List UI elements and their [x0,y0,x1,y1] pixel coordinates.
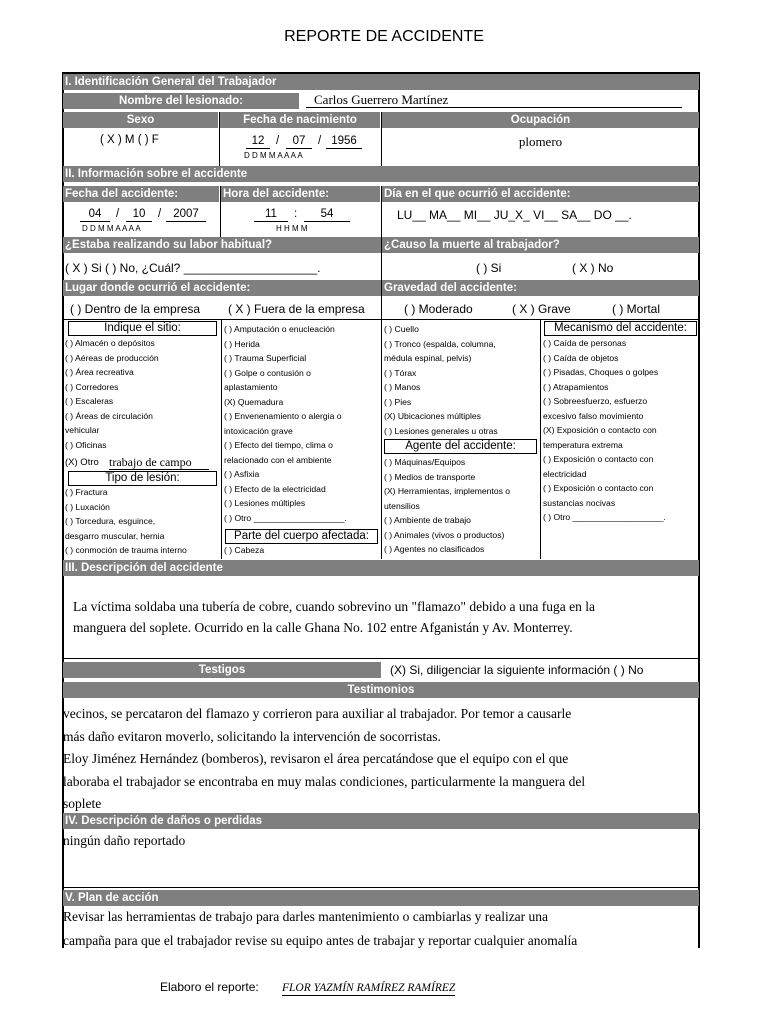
testimony-line: más daño evitaron moverlo, solicitando la intervención de socorristas. [63,728,441,744]
description-line-1: La víctima soldaba una tubería de cobre, cuando sobrevino un "flamazo" debido a una fuga en la [73,599,595,614]
mechanism-list [543,336,666,525]
acc-year: 2007 [166,207,206,222]
hour-legend: H H M M [276,224,308,233]
footer-label: Elaboro el reporte: [160,980,259,994]
witnesses-value: (X) Si, diligenciar la siguiente información ( ) No [390,663,644,677]
birth-day: 12 [246,134,270,149]
severity-label: Gravedad del accidente: [382,280,699,296]
name-value: Carlos Guerrero Martínez [306,93,682,108]
mechanism-item: ( ) Exposición o contacto con [543,454,654,464]
mechanism-item: excesivo falso movimiento [543,410,644,421]
mechanism-item: ( ) Atrapamientos [543,381,609,392]
agent-list [384,455,510,557]
testimony-line: soplete [63,796,102,811]
lesion-list-b [224,322,347,525]
sex-value: ( X ) M ( ) F [100,134,159,146]
lesion-item: ( ) Envenenamiento o alergia o [224,411,342,421]
mechanism-item: ( ) Pisadas, Choques o golpes [543,367,659,377]
testimony-text [63,703,585,816]
body-part-item: ( ) Manos [384,382,421,392]
lesion-item: ( ) Torcedura, esguince, [65,516,156,526]
agent-item: ( ) Animales (vivos o productos) [384,529,505,540]
section5-header: V. Plan de acción [63,890,699,906]
acc-day: 04 [80,207,110,222]
body-part-list [384,322,498,438]
lesion-item: ( ) Efecto del tiempo, clima o [224,440,333,450]
lesion-item: ( ) conmoción de trauma interno [65,545,187,555]
section3-header: III. Descripción del accidente [63,560,699,576]
section1-header: I. Identificación General del Trabajador [63,74,699,90]
lesion-list-a [65,485,187,558]
weekday-label: Día en el que ocurrió el accidente: [382,186,699,202]
hour-m: 54 [304,207,350,222]
agent-item: ( ) Agentes no clasificados [384,544,485,554]
lesion-item: ( ) Golpe o contusión o [224,367,311,378]
birth-sep-2: / [318,135,322,147]
lesion-title: Tipo de lesión: [68,471,217,486]
site-item: ( ) Escaleras [65,396,114,406]
site-title: Indique el sitio: [68,321,217,336]
body-part-item: (X) Ubicaciones múltiples [384,411,481,421]
body-part-item: ( ) Cuello [384,324,419,334]
agent-title: Agente del accidente: [384,439,537,454]
death-si: ( ) Si [476,261,502,275]
lesion-item: ( ) Asfixia [224,469,260,479]
agent-item: ( ) Ambiente de trabajo [384,515,471,525]
lesion-item: ( ) Herida [224,338,260,349]
birth-year: 1956 [326,134,362,149]
weekday-value: LU__ MA__ MI__ JU_X_ VI__ SA__ DO __. [397,208,632,222]
report-title: REPORTE DE ACCIDENTE [284,28,484,45]
habitual-label: ¿Estaba realizando su labor habitual? [63,237,381,253]
name-label: Nombre del lesionado: [63,93,299,109]
acc-date-label: Fecha del accidente: [63,186,219,202]
acc-sep-2: / [158,208,162,220]
severity-grave: ( X ) Grave [512,302,571,316]
hour-label: Hora del accidente: [221,186,380,202]
mechanism-item: ( ) Caída de objetos [543,352,619,363]
section2-header: II. Información sobre el accidente [63,166,699,182]
mechanism-item: (X) Exposición o contacto con [543,425,657,435]
footer-name: FLOR YAZMÍN RAMÍREZ RAMÍREZ [282,982,456,994]
section4-header: IV. Descripción de daños o perdidas [63,813,699,829]
site-list [65,336,159,452]
testimonies-label: Testimonios [63,682,699,698]
mechanism-item: ( ) Sobreesfuerzo, esfuerzo [543,396,648,406]
birth-label: Fecha de nacimiento [220,112,380,128]
action-plan-line-1: Revisar las herramientas de trabajo para darles mantenimiento o cambiarlas y realizar una [63,909,549,924]
place-outside: ( X ) Fuera de la empresa [228,302,365,316]
mechanism-item: ( ) Exposición o contacto con [543,483,654,493]
birth-month: 07 [286,134,312,149]
sex-label: Sexo [63,112,218,128]
body-part-item: ( ) Pies [384,396,412,407]
lesion-item: ( ) Amputación o enucleación [224,324,335,334]
death-no: ( X ) No [572,261,614,275]
acc-sep-1: / [116,208,120,220]
mechanism-item: ( ) Caída de personas [543,338,627,348]
site-other-prefix: (X) Otro [65,457,99,468]
severity-mortal: ( ) Mortal [612,302,660,316]
damage-value: ningún daño reportado [63,833,186,848]
witnesses-label: Testigos [63,662,381,678]
lesion-item: desgarro muscular, hernia [65,530,165,541]
site-item: ( ) Almacén o depósitos [65,338,155,348]
testimony-line: vecinos, se percataron del flamazo y corrieron para auxiliar al trabajador. Por temor a causarle [63,706,572,721]
testimony-line: Eloy Jiménez Hernández (bomberos), revisaron el área percatándose que el equipo con el que [63,751,569,766]
body-part-item: ( ) Tórax [384,367,417,378]
site-item: ( ) Área recreativa [65,367,134,377]
mechanism-item: sustancias nocivas [543,497,616,508]
site-item: ( ) Aéreas de producción [65,352,159,363]
birth-legend: D D M M A A A A [244,151,303,160]
mechanism-title: Mecanismo del accidente: [544,321,697,336]
body-part-item: ( ) Tronco (espalda, columna, [384,338,496,349]
lesion-item: intoxicación grave [224,425,293,436]
action-plan-line-2: campaña para que el trabajador revise su equipo antes de trabajar y reportar cualquier anomalía [63,933,578,948]
lesion-item: (X) Quemadura [224,396,284,407]
body-part-item: ( ) Cabeza [224,545,265,555]
hour-sep: : [294,208,298,220]
testimony-line: laboraba el trabajador se encontraba en muy malas condiciones, particularmente la manguera del [63,773,586,789]
lesion-item: ( ) Fractura [65,487,108,497]
acc-date-legend: D D M M A A A A [82,224,141,233]
occupation-label: Ocupación [382,112,699,128]
body-part-item: ( ) Lesiones generales u otras [384,425,498,436]
mechanism-item: ( ) Otro ___________________. [543,512,666,522]
mechanism-item: electricidad [543,468,587,479]
mechanism-item: temperatura extrema [543,439,623,450]
lesion-item: ( ) Trauma Superficial [224,353,307,363]
habitual-value: ( X ) Si ( ) No, ¿Cuál? ____________________. [65,261,321,275]
description-line-2: manguera del soplete. Ocurrido en la calle Ghana No. 102 entre Afganistán y Av. Monterrey. [73,620,573,635]
agent-item: ( ) Máquinas/Equipos [384,457,466,467]
birth-sep-1: / [276,135,280,147]
body-part-title: Parte del cuerpo afectada: [225,529,378,544]
place-inside: ( ) Dentro de la empresa [70,302,201,316]
site-item: ( ) Oficinas [65,439,107,450]
death-label: ¿Causo la muerte al trabajador? [382,237,699,253]
lesion-item: aplastamiento [224,382,278,392]
lesion-item: ( ) Efecto de la electricidad [224,483,326,494]
lesion-item: ( ) Lesiones múltiples [224,498,306,508]
occupation-value: plomero [518,134,563,149]
agent-item: utensilios [384,500,420,511]
site-item: ( ) Corredores [65,381,119,392]
site-other-value: trabajo de campo [109,455,209,470]
site-item: ( ) Áreas de circulación [65,410,153,421]
site-item: vehicular [65,425,100,435]
lesion-item: ( ) Luxación [65,501,110,512]
lesion-item: relacionado con el ambiente [224,454,332,465]
acc-month: 10 [126,207,152,222]
hour-h: 11 [254,207,288,222]
agent-item: (X) Herramientas, implementos o [384,486,511,496]
place-label: Lugar donde ocurrió el accidente: [63,280,381,296]
agent-item: ( ) Medios de transporte [384,471,476,482]
body-part-item: médula espinal, pelvis) [384,353,472,363]
lesion-item: ( ) Otro ___________________. [224,512,347,523]
severity-moderate: ( ) Moderado [404,302,473,316]
